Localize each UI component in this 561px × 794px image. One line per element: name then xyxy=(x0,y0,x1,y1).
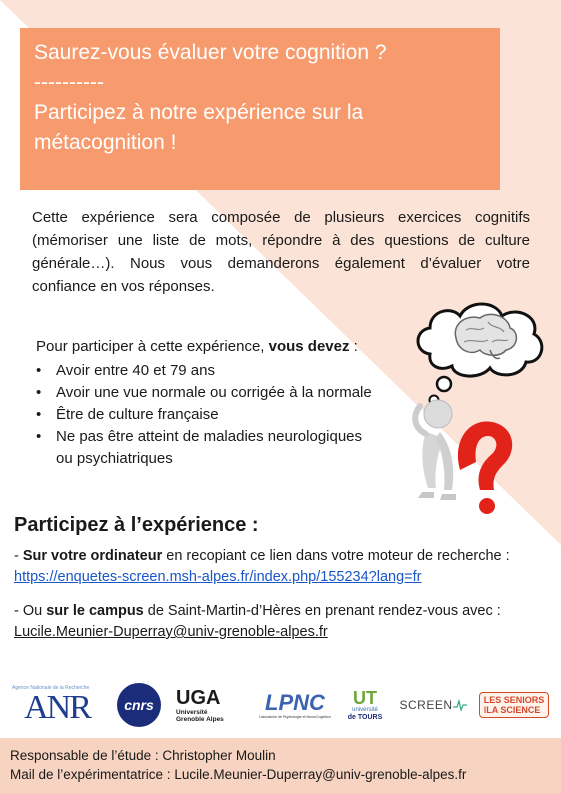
option-computer: - Sur votre ordinateur en recopiant ce lien dans votre moteur de recherche : https://enquetes-screen.msh-alpes.fr/index.php/155234?lang=fr xyxy=(14,548,510,585)
seniors-science-logo: LES SENIORS ǀLA SCIENCE xyxy=(478,680,550,730)
requirements-block xyxy=(36,336,376,470)
cnrs-logo: cnrs xyxy=(114,680,164,730)
option-campus-bold: sur le campus xyxy=(46,603,144,619)
survey-link[interactable]: https://enquetes-screen.msh-alpes.fr/index.php/155234?lang=fr xyxy=(14,569,422,585)
list-item: • Avoir entre 40 et 79 ans xyxy=(36,360,376,382)
footer-box xyxy=(0,738,561,794)
screen-logo: SCREEN xyxy=(396,680,470,730)
partner-logos xyxy=(10,680,551,730)
footer-contact: Mail de l’expérimentatrice : Lucile.Meunier-Duperray@univ-grenoble-alpes.fr xyxy=(10,767,467,782)
requirements-list xyxy=(36,360,376,470)
header-subtitle-line1: Participez à notre expérience sur la xyxy=(34,101,364,124)
option-campus: - Ou sur le campus de Saint-Martin-d’Hères en prenant rendez-vous avec : Lucile.Meunier-Duperray@univ-grenoble-alpes.fr xyxy=(14,603,501,640)
question-mark-icon xyxy=(458,422,512,514)
footer-responsible: Responsable de l’étude : Christopher Moulin xyxy=(10,748,276,763)
contact-email-link[interactable]: Lucile.Meunier-Duperray@univ-grenoble-alpes.fr xyxy=(14,624,328,640)
requirements-lead-bold: vous devez xyxy=(268,338,350,355)
bullet-icon: • xyxy=(36,406,42,423)
anr-logo: Agence Nationale de la Recherche ANR xyxy=(12,685,90,726)
header-subtitle-line2: métacognition ! xyxy=(34,131,177,154)
thinking-person-illustration xyxy=(400,292,550,517)
header-title: Saurez-vous évaluer votre cognition ? xyxy=(34,41,387,64)
pulse-icon xyxy=(453,699,467,711)
participate-heading: Participez à l’expérience : xyxy=(14,514,259,536)
person-icon xyxy=(415,400,456,500)
option-computer-bold: Sur votre ordinateur xyxy=(22,548,163,564)
header-separator: ---------- xyxy=(34,71,104,94)
bullet-icon: • xyxy=(36,362,42,379)
header-banner xyxy=(20,28,500,190)
uga-logo: UGA Université Grenoble Alpes xyxy=(176,687,224,723)
tours-logo: UT université de TOURS xyxy=(347,687,383,721)
lpnc-logo: LPNC Laboratoire de Psychologie et NeuroCognition xyxy=(259,690,331,719)
list-item: • Ne pas être atteint de maladies neurologiques ou psychiatriques xyxy=(36,428,363,467)
list-item: • Avoir une vue normale ou corrigée à la normale xyxy=(36,382,376,404)
intro-paragraph: Cette expérience sera composée de plusieurs exercices cognitifs (mémoriser une liste de mots, répondre à des questions de culture générale…). Nous vous demanderons également d’évaluer votre confiance en vos réponses. xyxy=(32,209,530,295)
requirements-lead: Pour participer à cette expérience, vous devez : xyxy=(36,338,358,355)
bullet-icon: • xyxy=(36,428,42,445)
bullet-icon: • xyxy=(36,384,42,401)
list-item: • Être de culture française xyxy=(36,404,376,426)
